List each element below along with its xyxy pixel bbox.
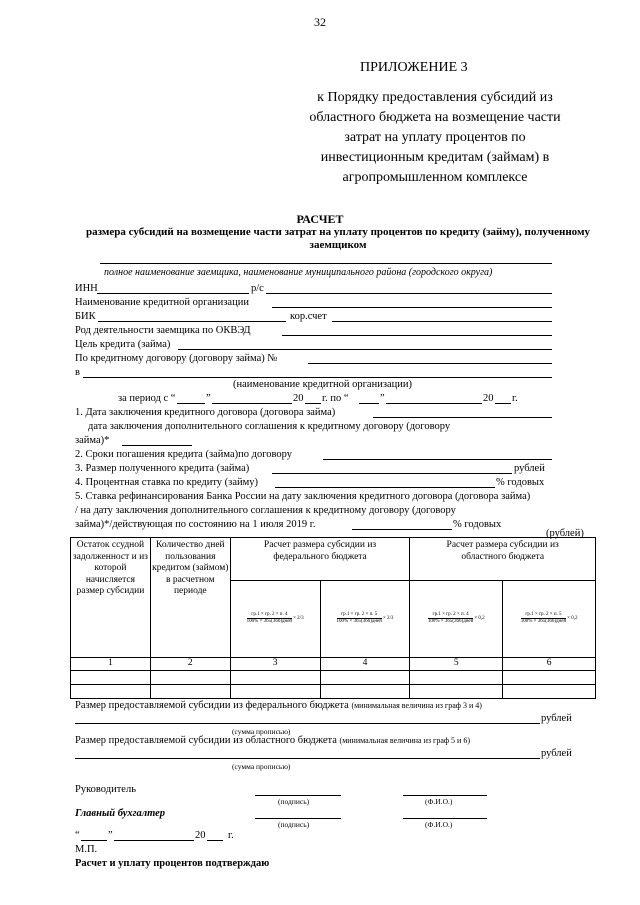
fed-subsidy-block — [75, 699, 482, 712]
bank-caption: (наименование кредитной организации) — [233, 379, 412, 390]
period-to-year[interactable] — [495, 403, 511, 404]
bik-label: БИК — [75, 311, 96, 322]
date-day-field[interactable] — [81, 840, 107, 841]
purpose-field[interactable] — [178, 349, 552, 350]
activity-label: Род деятельности заемщика по ОКВЭД — [75, 325, 251, 336]
borrower-caption: полное наименование заемщика, наименование муниципального района (городского округа) — [104, 267, 493, 278]
col-header-regional: Расчет размера субсидии из областного бюджета — [410, 538, 596, 581]
period-from-day[interactable] — [177, 403, 205, 404]
period-quote-2: ” — [380, 393, 385, 404]
table-cell[interactable] — [410, 670, 503, 684]
item-2-field[interactable] — [323, 459, 552, 460]
accountant-name-field[interactable] — [403, 818, 487, 819]
contract-field[interactable] — [308, 363, 552, 364]
reg-subsidy-note: (минимальная величина из граф 5 и 6) — [339, 736, 470, 745]
item-1-label: 1. Дата заключения кредитного договора (договора займа) — [75, 407, 336, 418]
formula-col-5 — [410, 581, 503, 658]
head-signature-field[interactable] — [255, 795, 341, 796]
head-signature-caption: (подпись) — [278, 797, 310, 806]
head-name-caption: (Ф.И.О.) — [425, 797, 453, 806]
appendix-label: ПРИЛОЖЕНИЕ 3 — [360, 60, 468, 75]
bank-name-label: Наименование кредитной организации — [75, 297, 249, 308]
col-number-4: 4 — [320, 658, 410, 671]
order-reference: к Порядку предоставления субсидий из областного бюджета на возмещение части затрат на уплату процентов по инвестиционным кредитам (займам) в агропромышленном комплексе — [309, 90, 561, 185]
activity-field[interactable] — [282, 335, 552, 336]
formula-5-multiplier: × 0,2 — [474, 616, 485, 622]
fed-subsidy-unit: рублей — [541, 713, 572, 724]
item-5b-label: / на дату заключения дополнительного соглашения к кредитному договору (договору — [75, 505, 456, 516]
col-header-days: Количество дней пользования кредитом (займом) в расчетном периоде — [150, 538, 230, 658]
period-end-label: г. — [512, 393, 518, 404]
period-year-a-label: 20 — [293, 393, 304, 404]
table-cell[interactable] — [230, 670, 320, 684]
item-3-unit: рублей — [514, 463, 545, 474]
formula-3-multiplier: × 2/3 — [293, 616, 304, 622]
col-number-1: 1 — [71, 658, 151, 671]
item-1b-label: дата заключения дополнительного соглашения к кредитному договору (договору — [88, 421, 451, 432]
table-cell[interactable] — [503, 670, 596, 684]
table-cell[interactable] — [410, 684, 503, 698]
col-number-2: 2 — [150, 658, 230, 671]
item-3-field[interactable] — [272, 473, 512, 474]
item-1c-field[interactable] — [122, 445, 192, 446]
formula-col-4 — [320, 581, 410, 658]
table-cell[interactable] — [230, 684, 320, 698]
formula-4-denominator: 100% × 365(366)дней — [336, 619, 382, 625]
formula-6-numerator: гр.1 × гр. 2 × п. 5 — [521, 612, 566, 619]
col-number-6: 6 — [503, 658, 596, 671]
formula-3-numerator: гр.1 × гр. 2 × п. 4 — [247, 612, 292, 619]
item-5-unit: % годовых — [453, 519, 502, 530]
page-number: 32 — [314, 15, 326, 29]
item-5a-label: 5. Ставка рефинансирования Банка России на дату заключения кредитного договора (договора займа) — [75, 491, 531, 502]
table-cell[interactable] — [503, 684, 596, 698]
accountant-name-caption: (Ф.И.О.) — [425, 820, 453, 829]
borrower-line[interactable] — [100, 263, 552, 264]
col-number-5: 5 — [410, 658, 503, 671]
table-cell[interactable] — [320, 684, 410, 698]
col-header-balance: Остаток ссудной задолженност и из которой начисляется размер субсидии — [71, 538, 151, 658]
formula-col-3 — [230, 581, 320, 658]
accountant-signature-field[interactable] — [255, 818, 341, 819]
item-4-unit: % годовых — [496, 477, 545, 488]
contract-label: По кредитному договору (договору займа) № — [75, 353, 278, 364]
head-label: Руководитель — [75, 784, 136, 795]
corr-account-field[interactable] — [332, 321, 552, 322]
stamp-label: М.П. — [75, 844, 98, 855]
period-to-label: г. по “ — [322, 393, 349, 404]
head-name-field[interactable] — [403, 795, 487, 796]
date-month-field[interactable] — [114, 840, 194, 841]
table-cell[interactable] — [71, 684, 151, 698]
period-quote-1: ” — [206, 393, 211, 404]
bank-name-field[interactable] — [272, 307, 552, 308]
table-cell[interactable] — [71, 670, 151, 684]
table-cell[interactable] — [320, 670, 410, 684]
item-1-field[interactable] — [373, 417, 552, 418]
document-title: РАСЧЕТ — [296, 212, 344, 226]
period-to-month[interactable] — [386, 403, 482, 404]
table-cell[interactable] — [150, 670, 230, 684]
reg-subsidy-label: Размер предоставляемой субсидии из областного бюджета — [75, 735, 337, 746]
fed-subsidy-field[interactable] — [75, 723, 540, 724]
formula-5-numerator: гр.1 × гр. 2 × п. 4 — [428, 612, 473, 619]
corr-account-label: кор.счет — [290, 311, 327, 322]
date-year-field[interactable] — [207, 840, 223, 841]
period-to-day[interactable] — [359, 403, 379, 404]
table-cell[interactable] — [150, 684, 230, 698]
inn-field[interactable] — [97, 293, 249, 294]
date-end-label: г. — [228, 830, 234, 841]
period-from-month[interactable] — [212, 403, 292, 404]
period-year-b-label: 20 — [483, 393, 494, 404]
date-quote-1: “ — [75, 830, 80, 841]
date-quote-2: ” — [108, 830, 113, 841]
accountant-label: Главный бухгалтер — [75, 808, 166, 819]
document-subtitle: размера субсидий на возмещение части затрат на уплату процентов по кредиту (займу), полученному заемщиком — [86, 226, 590, 251]
formula-4-numerator: гр.1 × гр. 2 × п. 5 — [337, 612, 382, 619]
item-5-field[interactable] — [352, 529, 452, 530]
account-label: р/с — [251, 283, 264, 294]
account-field[interactable] — [266, 293, 552, 294]
fed-subsidy-note: (минимальная величина из граф 3 и 4) — [351, 701, 482, 710]
fed-subsidy-label: Размер предоставляемой субсидии из федерального бюджета — [75, 700, 349, 711]
item-4-field[interactable] — [275, 487, 495, 488]
fed-subsidy-caption: (сумма прописью) — [232, 727, 291, 736]
formula-6-multiplier: × 0,2 — [567, 616, 578, 622]
period-from-label: за период с “ — [118, 393, 176, 404]
col-number-3: 3 — [230, 658, 320, 671]
in-label: в — [75, 367, 80, 378]
purpose-label: Цель кредита (займа) — [75, 339, 171, 350]
item-1c-label: займа)* — [75, 435, 110, 446]
formula-4-multiplier: × 2/3 — [382, 616, 394, 622]
reg-subsidy-block — [75, 734, 470, 747]
bik-field[interactable] — [98, 321, 286, 322]
formula-6-denominator: 100% × 365(366)дней — [520, 619, 567, 625]
table-unit: (рублей) — [546, 528, 584, 539]
calculation-table — [70, 537, 596, 699]
date-year-label: 20 — [195, 830, 206, 841]
formula-5-denominator: 100% × 365(366)дней — [427, 619, 474, 625]
reg-subsidy-caption: (сумма прописью) — [232, 762, 291, 771]
accountant-signature-caption: (подпись) — [278, 820, 310, 829]
formula-3-denominator: 100% × 365(366)дней — [246, 619, 293, 625]
formula-col-6 — [503, 581, 596, 658]
col-header-federal: Расчет размера субсидии из федерального бюджета — [230, 538, 410, 581]
item-4-label: 4. Процентная ставка по кредиту (займу) — [75, 477, 258, 488]
item-2-label: 2. Сроки погашения кредита (займа)по договору — [75, 449, 292, 460]
item-5c-label: займа)*/действующая по состоянию на 1 июля 2019 г. — [75, 519, 316, 530]
period-from-year[interactable] — [305, 403, 321, 404]
confirm-label: Расчет и уплату процентов подтверждаю — [75, 858, 270, 869]
item-3-label: 3. Размер полученного кредита (займа) — [75, 463, 250, 474]
reg-subsidy-unit: рублей — [541, 748, 572, 759]
reg-subsidy-field[interactable] — [75, 758, 540, 759]
inn-label: ИНН — [75, 283, 98, 294]
